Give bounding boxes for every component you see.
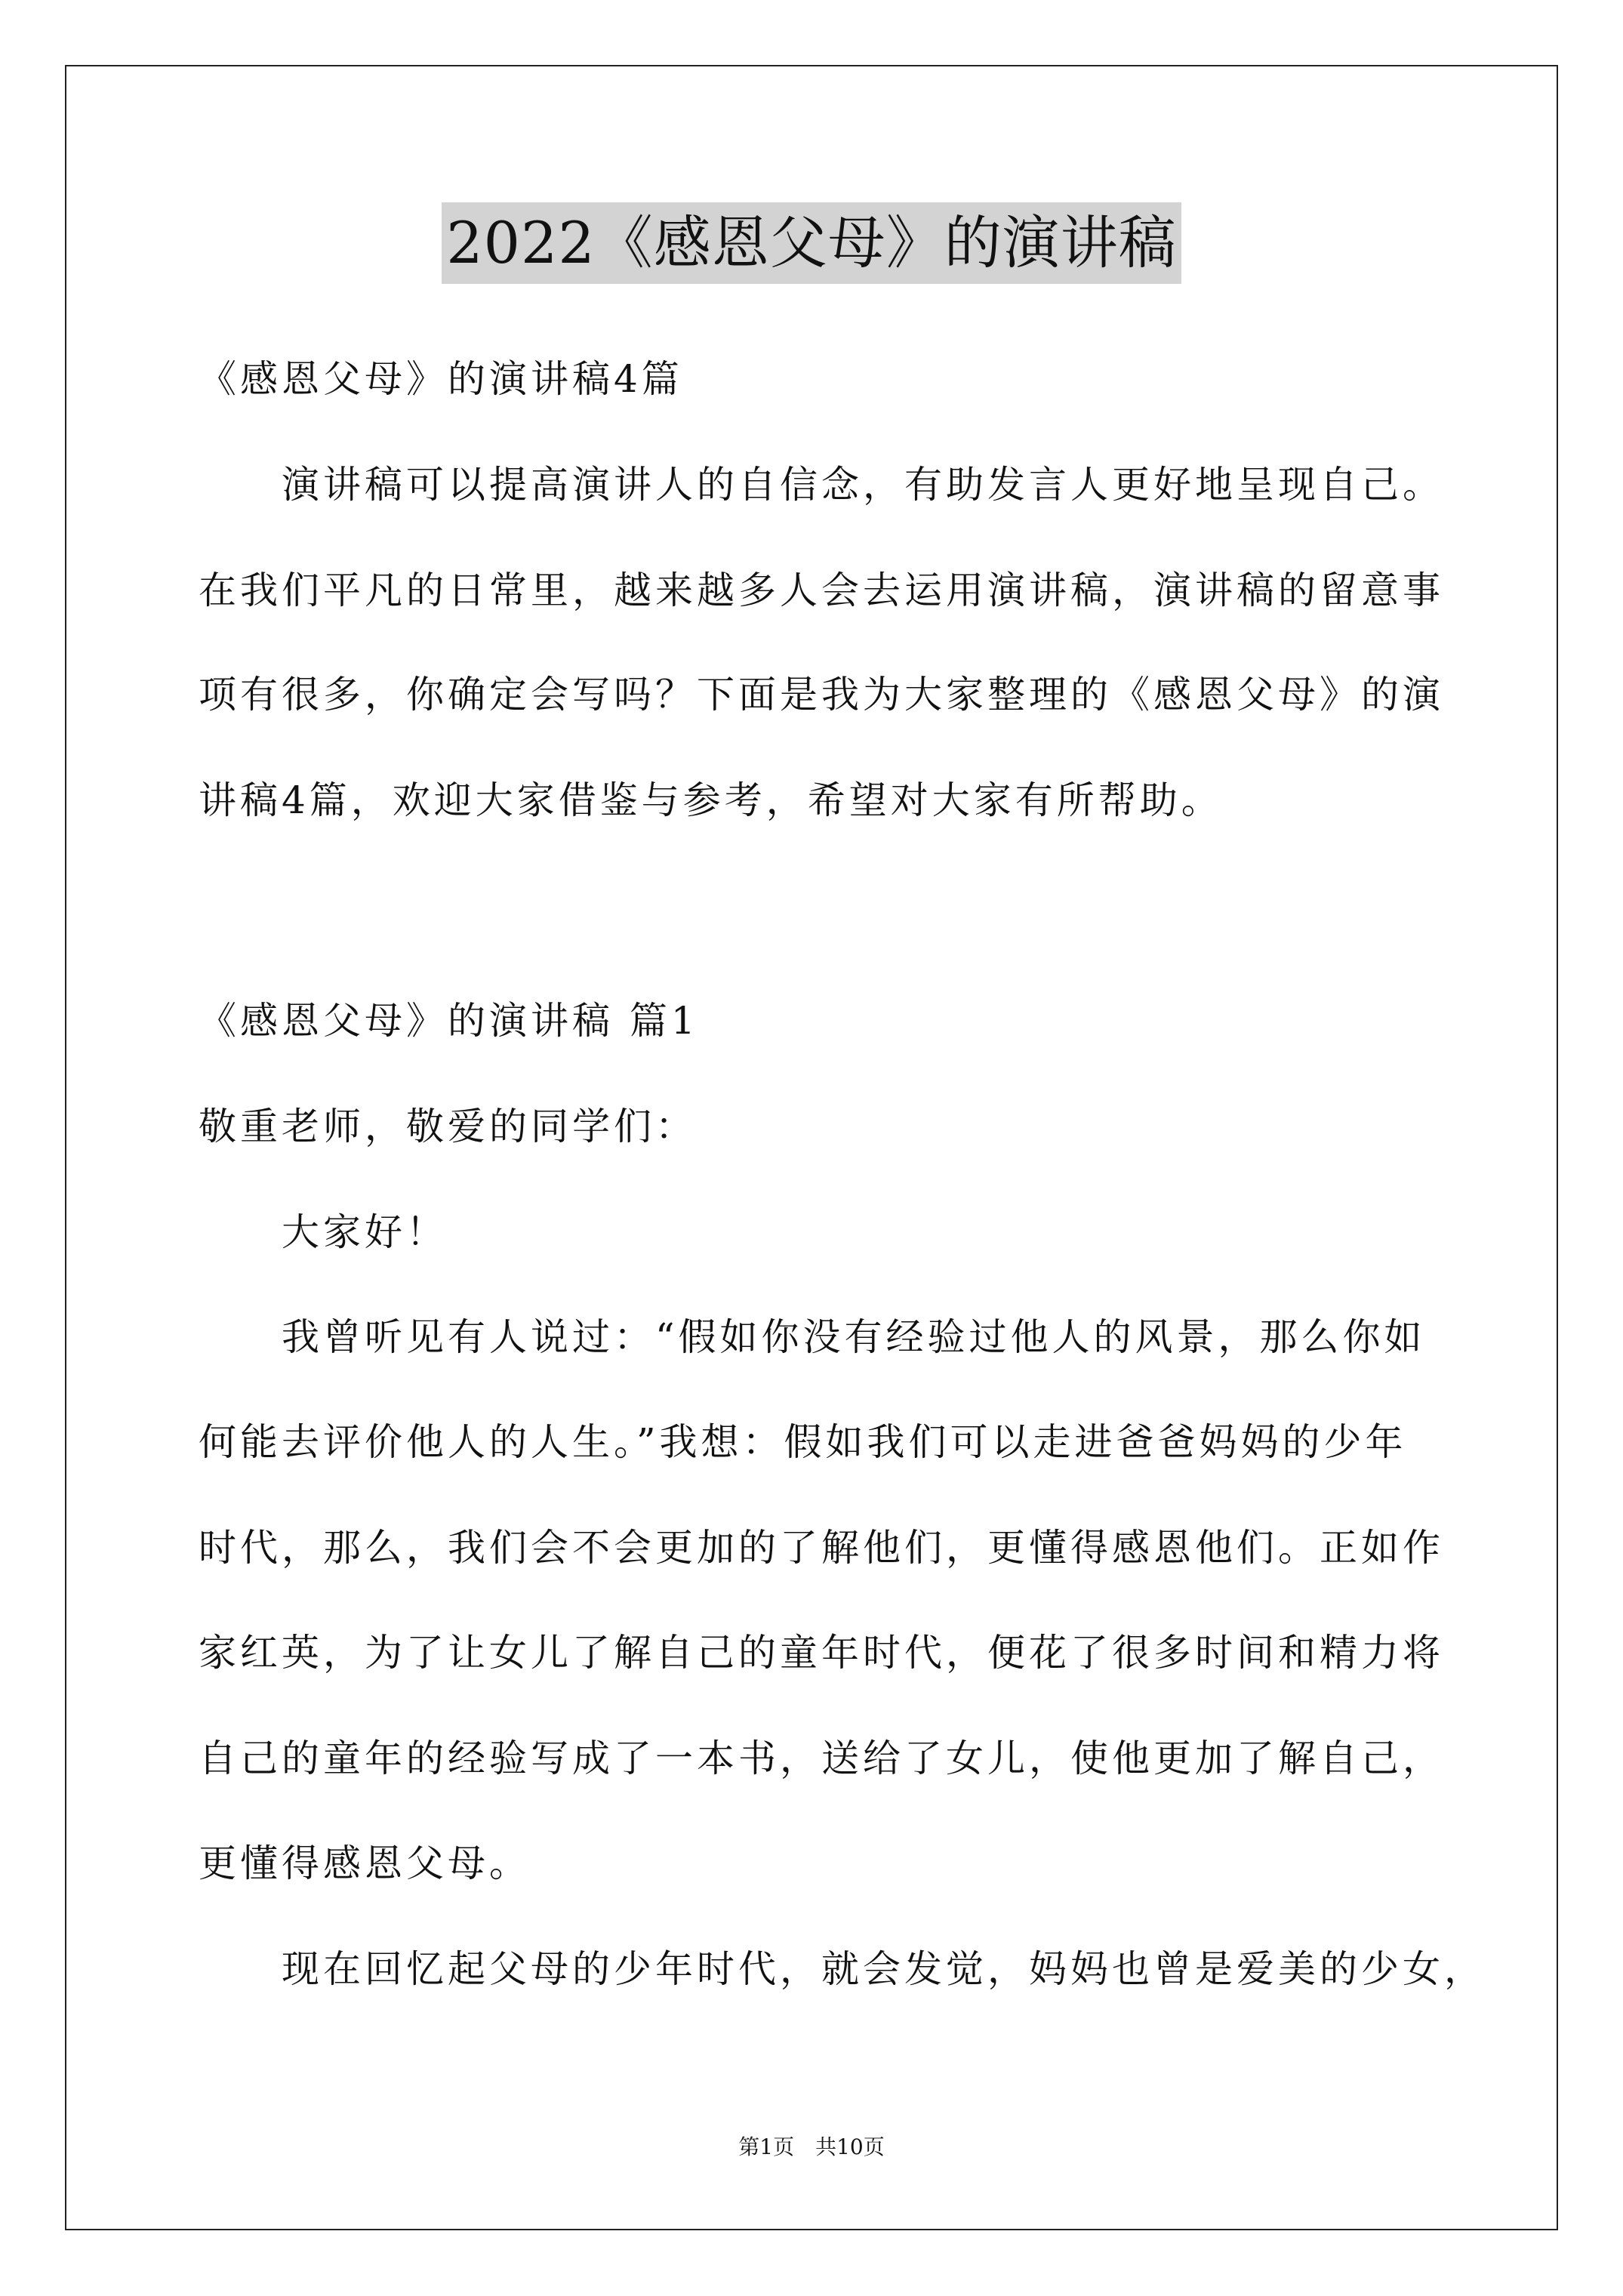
- paragraph1-line-1: 我曾听见有人说过：“假如你没有经验过他人的风景，那么你如: [282, 1315, 1426, 1359]
- intro-line-1: 演讲稿可以提高演讲人的自信念，有助发言人更好地呈现自己。: [282, 463, 1444, 507]
- paragraph1-line-5: 自己的童年的经验写成了一本书，送给了女儿，使他更加了解自己，: [199, 1737, 1444, 1780]
- intro-line-2: 在我们平凡的日常里，越来越多人会去运用演讲稿，演讲稿的留意事: [199, 569, 1444, 612]
- paragraph1-line-3: 时代，那么，我们会不会更加的了解他们，更懂得感恩他们。正如作: [199, 1526, 1444, 1570]
- title-container: [0, 202, 1623, 284]
- paragraph2-line-1: 现在回忆起父母的少年时代，就会发觉，妈妈也曾是爱美的少女，: [282, 1947, 1486, 1991]
- document-subtitle: 《感恩父母》的演讲稿4篇: [199, 357, 683, 401]
- intro-line-4: 讲稿4篇，欢迎大家借鉴与参考，希望对大家有所帮助。: [199, 778, 1223, 822]
- page-total: 共10页: [815, 2134, 885, 2159]
- document-title: 2022《感恩父母》的演讲稿: [442, 202, 1181, 284]
- paragraph1-line-2: 何能去评价他人的人生。”我想：假如我们可以走进爸爸妈妈的少年: [199, 1420, 1407, 1464]
- paragraph1-line-4: 家红英，为了让女儿了解自己的童年时代，便花了很多时间和精力将: [199, 1631, 1444, 1675]
- page-current: 第1页: [738, 2134, 795, 2159]
- salutation: 敬重老师，敬爱的同学们：: [199, 1105, 697, 1148]
- page-footer: [0, 2132, 1623, 2162]
- paragraph1-line-6: 更懂得感恩父母。: [199, 1841, 531, 1885]
- greeting: 大家好！: [282, 1210, 448, 1254]
- section-heading: 《感恩父母》的演讲稿 篇1: [199, 999, 699, 1043]
- intro-line-3: 项有很多，你确定会写吗？下面是我为大家整理的《感恩父母》的演: [199, 673, 1444, 717]
